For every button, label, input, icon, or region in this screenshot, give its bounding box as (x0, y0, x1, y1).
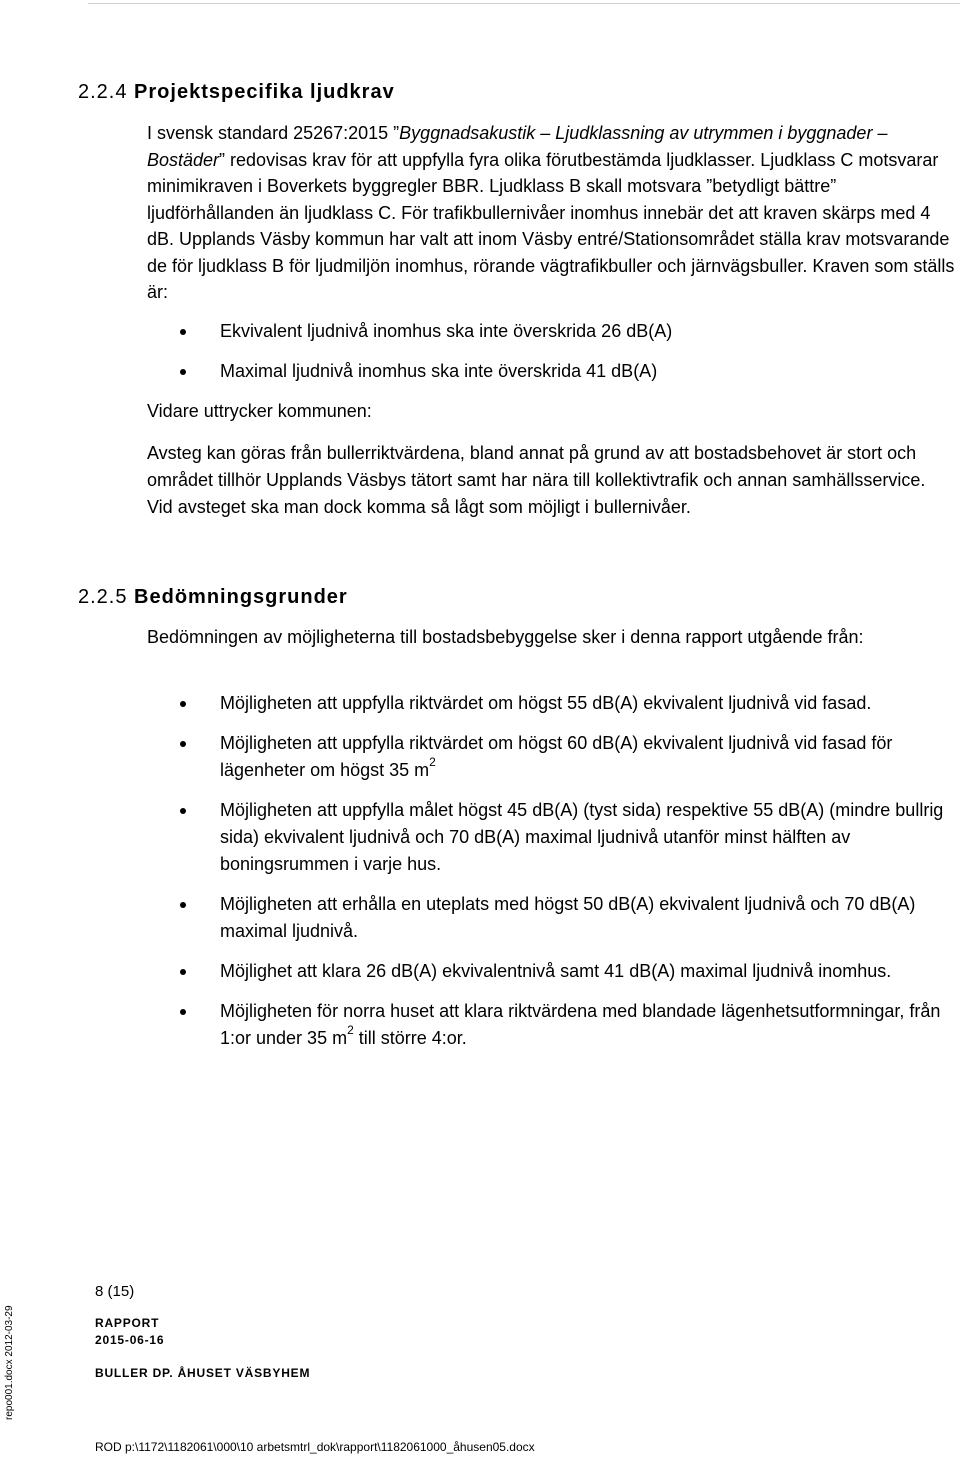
item-text: Möjligheten för norra huset att klara riktvärdena med blandade lägenhetsutformningar, från 1:or under 35 m (220, 1001, 941, 1048)
template-id: repo001.docx 2012-03-29 (4, 1305, 15, 1420)
list-item: Möjligheten att uppfylla målet högst 45 dB(A) (tyst sida) respektive 55 dB(A) (mindre bullrig sida) ekvivalent ljudnivå och 70 dB(A) maximal ljudnivå utanför minst hälften av boningsrummen i varje hus. (147, 797, 947, 878)
section-title: Projektspecifika ljudkrav (134, 81, 395, 103)
item-text: till större 4:or. (353, 1028, 467, 1048)
municipality-intro: Vidare uttrycker kommunen: (147, 401, 372, 421)
list-item (147, 730, 947, 784)
list-item: Ekvivalent ljudnivå inomhus ska inte överskrida 26 dB(A) (147, 318, 947, 345)
doc-date: 2015-06-16 (95, 1333, 165, 1347)
criteria-intro: Bedömningen av möjligheterna till bostadsbebyggelse sker i denna rapport utgående från: (147, 627, 864, 647)
project-name: BULLER DP. ÅHUSET VÄSBYHEM (95, 1366, 311, 1380)
para-text: ” redovisas krav för att uppfylla fyra olika förutbestämda ljudklasser. Ljudklass C motsvarar minimikraven i Boverkets byggregler BBR. Ljudklass B skall motsvara ”betydligt bättre” ljudförhållanden än ljudklass C. För trafikbullernivåer inomhus innebär det att kraven skärps med 4 dB. Upplands Väsby kommun har valt att inom Väsby entré/Stationsområdet ställa krav motsvarande de för ljudklass B för ljudmiljön inomhus, rörande vägtrafikbuller och järnvägsbuller. Kraven som ställs är: (147, 149, 955, 302)
list-item: Möjlighet att klara 26 dB(A) ekvivalentnivå samt 41 dB(A) maximal ljudnivå inomhus. (147, 958, 947, 985)
list-item (147, 998, 947, 1052)
deviation-paragraph: Avsteg kan göras från bullerriktvärdena, bland annat på grund av att bostadsbehovet är stort och området tillhör Upplands Väsbys tätort samt har nära till kollektivtrafik och annan samhällsservice. Vid avsteget ska man dock komma så lågt som möjligt i bullernivåer. (147, 443, 926, 517)
list-item: Möjligheten att erhålla en uteplats med högst 50 dB(A) ekvivalent ljudnivå och 70 dB(A) maximal ljudnivå. (147, 891, 947, 945)
doc-type: RAPPORT (95, 1316, 160, 1330)
requirements-list (147, 318, 947, 385)
section-heading-224 (78, 80, 395, 104)
intro-paragraph (147, 120, 955, 306)
item-text: Möjligheten att uppfylla riktvärdet om högst 60 dB(A) ekvivalent ljudnivå vid fasad för lägenheter om högst 35 m (220, 733, 893, 780)
superscript: 2 (347, 1023, 354, 1037)
superscript: 2 (429, 755, 436, 769)
top-rule (88, 3, 960, 4)
section-number: 2.2.5 (78, 586, 128, 608)
list-item: Maximal ljudnivå inomhus ska inte överskrida 41 dB(A) (147, 358, 947, 385)
list-item: Möjligheten att uppfylla riktvärdet om högst 55 dB(A) ekvivalent ljudnivå vid fasad. (147, 690, 947, 717)
standard-title: Byggnadsakustik – Ljudklassning av utrymmen i byggnader – Bostäder (147, 123, 888, 170)
section-number: 2.2.4 (78, 81, 128, 103)
section-title: Bedömningsgrunder (134, 586, 348, 608)
criteria-list (147, 690, 947, 1052)
file-path: ROD p:\1172\1182061\000\10 arbetsmtrl_dok\rapport\1182061000_åhusen05.docx (95, 1440, 535, 1454)
page-number: 8 (15) (95, 1283, 135, 1300)
para-text: I svensk standard 25267:2015 ” (147, 123, 400, 143)
section-heading-225 (78, 585, 348, 609)
